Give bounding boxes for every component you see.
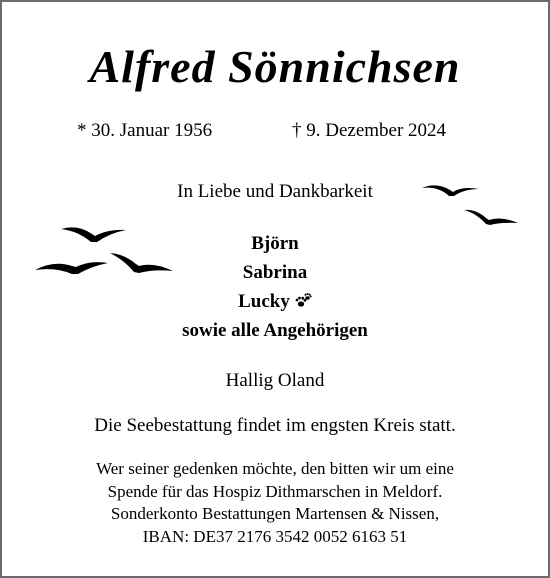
donation-line: Sonderkonto Bestattungen Martensen & Nissen,	[110, 504, 440, 523]
paw-print-icon	[294, 292, 312, 308]
funeral-note: Die Seebestattung findet im engsten Kreis statt.	[94, 415, 456, 436]
thanks-line: In Liebe und Dankbarkeit	[177, 181, 373, 202]
donation-line: Spende für das Hospiz Dithmarschen in Meldorf.	[107, 481, 443, 501]
place-line: Hallig Oland	[225, 370, 325, 391]
death-date: † 9. Dezember 2024	[292, 120, 447, 141]
mourners-list	[2, 229, 548, 345]
deceased-name: Alfred Sönnichsen	[89, 41, 461, 92]
mourner-name: sowie alle Angehörigen	[182, 320, 368, 341]
donation-line: Wer seiner gedenken möchte, den bitten wir um eine	[96, 459, 454, 478]
mourner-name: Björn	[251, 233, 299, 254]
donation-note	[2, 458, 548, 548]
mourner-pet	[2, 287, 548, 316]
donation-line: IBAN: DE37 2176 3542 0052 6163 51	[142, 526, 408, 546]
mourner-name: Lucky	[238, 291, 290, 312]
seagull-icon	[464, 210, 518, 225]
birth-date: * 30. Januar 1956	[77, 120, 213, 141]
mourner-name: Sabrina	[242, 262, 308, 283]
